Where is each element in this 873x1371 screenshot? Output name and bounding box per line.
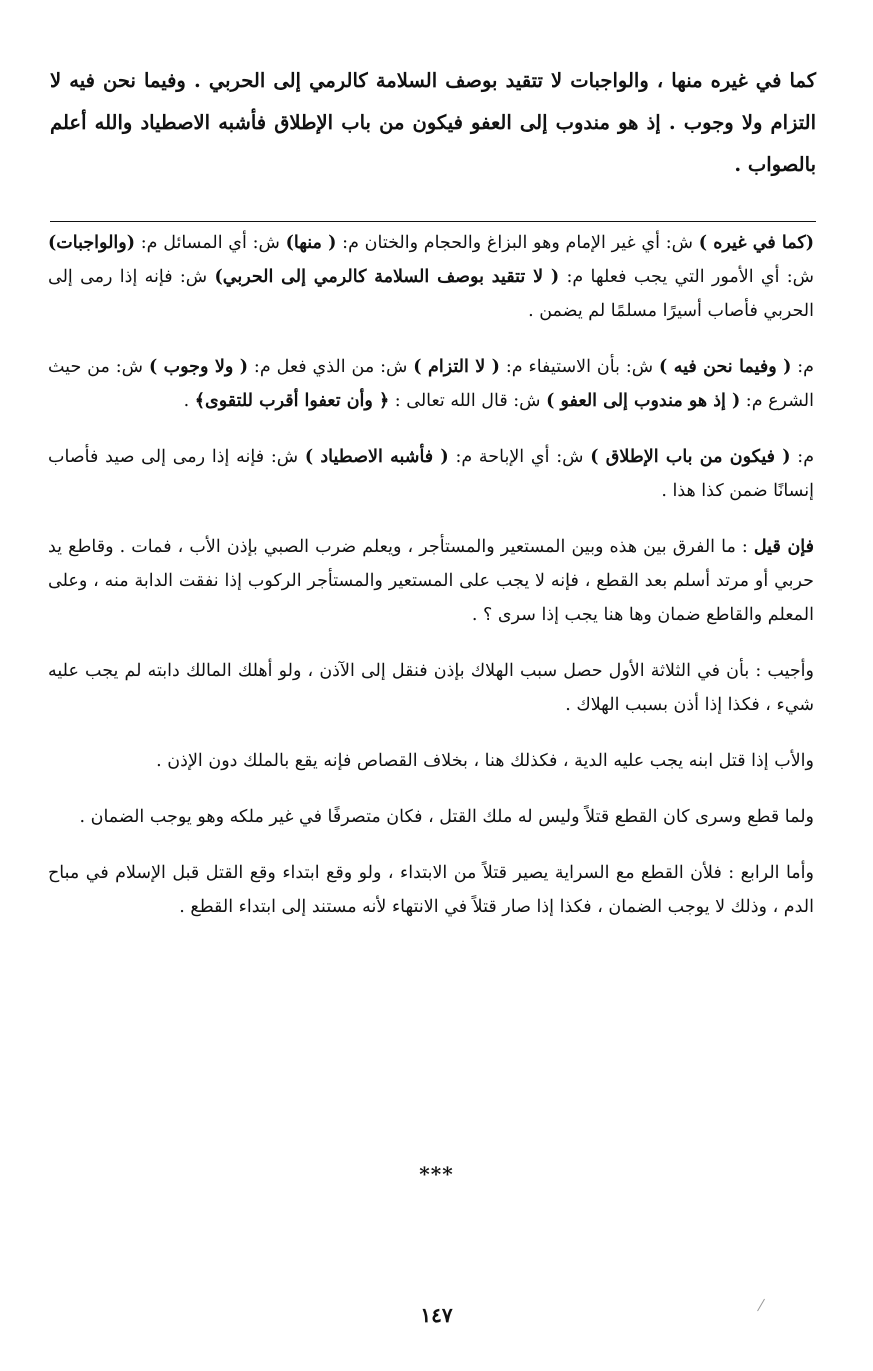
commentary-paragraph-2: [48, 350, 814, 418]
commentary-paragraph-6: والأب إذا قتل ابنه يجب عليه الدية ، فكذلك هنا ، بخلاف القصاص فإنه يقع بالملك دون الإذن .: [156, 751, 814, 771]
commentary-bold-phrase: فإن قيل: [753, 537, 814, 557]
commentary-text: .: [183, 391, 195, 411]
commentary-text: ش: أي غير الإمام وهو البزاغ والحجام والختان م:: [336, 233, 699, 253]
commentary-text: ش: أي الإباحة م:: [448, 447, 591, 467]
commentary-text: ش: بأن الاستيفاء م:: [499, 357, 659, 377]
commentary-paragraph-7: ولما قطع وسرى كان القطع قتلاً وليس له ملك القتل ، فكان متصرفًا في غير ملكه وهو يوجب الضمان .: [79, 807, 814, 827]
commentary-paragraph-1: [48, 226, 814, 328]
commentary-paragraph-5: وأجيب : بأن في الثلاثة الأول حصل سبب الهلاك بإذن فنقل إلى الآذن ، ولو أهلك المالك دابته لم يجب عليه شيء ، فكذا إذا أذن بسبب الهلاك .: [48, 661, 814, 715]
commentary-text: ش: أي الأمور التي يجب فعلها م:: [559, 267, 815, 287]
commentary-bold-phrase: ( فأشبه الاصطياد ): [304, 447, 449, 467]
commentary-paragraph-8: وأما الرابع : فلأن القطع مع السراية يصير قتلاً من الابتداء ، ولو وقع ابتداء وقع القتل قبل الإسلام في مباح الدم ، وذلك لا يوجب الضمان ، فكذا إذا صار قتلاً في الانتهاء لأنه مستند إلى ابتداء القطع .: [48, 863, 814, 917]
footnote-divider: [50, 221, 816, 222]
main-text-block: [50, 60, 816, 186]
commentary-text: ش: قال الله تعالى :: [389, 391, 547, 411]
commentary-text: : ما الفرق بين هذه وبين المستعير والمستأجر ، ويعلم ضرب الصبي بإذن الأب ، فمات . وقاطع يد حربي أو مرتد أسلم بعد القطع ، فإنه لا يجب على المستعير والمستأجر الركوب إذا نفقت الدابة منه ، وعلى المعلم والقاطع ضمان وها هنا يجب إذا سرى ؟ .: [48, 537, 814, 625]
main-text-paragraph: كما في غيره منها ، والواجبات لا تتقيد بوصف السلامة كالرمي إلى الحربي . وفيما نحن فيه لا التزام ولا وجوب . إذ هو مندوب إلى العفو فيكون من باب الإطلاق فأشبه الاصطياد والله أعلم بالصواب .: [50, 69, 817, 176]
commentary-paragraph-4: [48, 530, 814, 632]
commentary-text: ش: فإنه إذا رمى إلى الحربي فأصاب أسيرًا مسلمًا لم يضمن .: [48, 267, 814, 321]
commentary-text: ش: فإنه إذا رمى إلى صيد فأصاب إنسانًا ضمن كذا هذا .: [48, 447, 814, 501]
commentary-text: ش: من حيث الشرع م:: [48, 357, 814, 411]
quran-verse: ﴿ وأن تعفوا أقرب للتقوى﴾: [194, 391, 390, 411]
commentary-bold-phrase: ( فيكون من باب الإطلاق ): [590, 447, 791, 467]
commentary-bold-phrase: ( ولا وجوب ): [148, 357, 249, 377]
commentary-text: ش: من الذي فعل م:: [248, 357, 414, 377]
section-separator: ***: [419, 1162, 454, 1186]
commentary-paragraph-3: [48, 440, 814, 508]
commentary-text: م:: [790, 447, 815, 467]
commentary-text: ش: أي المسائل م:: [135, 233, 286, 253]
commentary-bold-phrase: ( لا تتقيد بوصف السلامة كالرمي إلى الحربي): [214, 267, 560, 287]
commentary-bold-phrase: (والواجبات): [48, 233, 136, 253]
commentary-bold-phrase: ( لا التزام ): [413, 357, 500, 377]
commentary-bold-phrase: (كما في غيره ): [698, 233, 814, 253]
commentary-block: [48, 226, 814, 946]
page-number: ١٤٧: [420, 1303, 453, 1327]
commentary-bold-phrase: ( منها): [285, 233, 337, 253]
commentary-text: م:: [791, 357, 814, 377]
commentary-bold-phrase: ( وفيما نحن فيه ): [659, 357, 792, 377]
commentary-bold-phrase: ( إذ هو مندوب إلى العفو ): [546, 391, 741, 411]
